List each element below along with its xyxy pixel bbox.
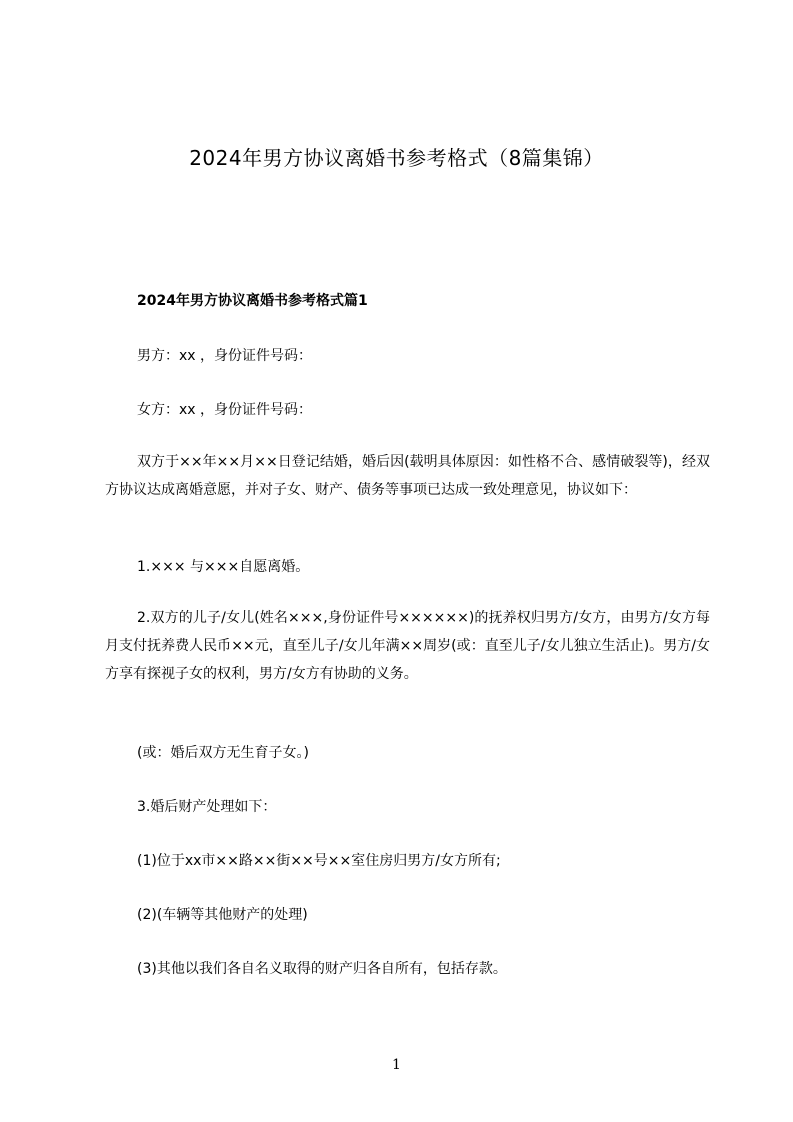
- marriage-paragraph: 双方于××年××月××日登记结婚，婚后因(载明具体原因：如性格不合、感情破裂等)，经双方协议达成离婚意愿，并对子女、财产、债务等事项已达成一致处理意见，协议如下：: [105, 454, 710, 498]
- clause-2-custody: 2.双方的儿子/女儿(姓名×××,身份证件号××××××)的抚养权归男方/女方，由男方/女方每月支付抚养费人民币××元，直至儿子/女儿年满××周岁(或：直至儿子/女儿独立生活止)。男方/女方享有探视子女的权利，男方/女方有协助的义务。: [105, 610, 710, 682]
- section-heading: 2024年男方协议离婚书参考格式篇1: [137, 293, 368, 309]
- clause-3-item-2: (2)(车辆等其他财产的处理): [137, 907, 308, 923]
- clause-3-heading: 3.婚后财产处理如下：: [137, 799, 277, 815]
- man-id-line: 男方：xx ，身份证件号码：: [137, 348, 313, 364]
- page-number: 1: [392, 1057, 401, 1073]
- clause-1: 1.××× 与×××自愿离婚。: [137, 559, 310, 575]
- clause-3-item-3: (3)其他以我们各自名义取得的财产归各自所有，包括存款。: [137, 961, 507, 977]
- document-title: 2024年男方协议离婚书参考格式（8篇集锦）: [189, 146, 604, 170]
- woman-id-line: 女方：xx ，身份证件号码：: [137, 402, 313, 418]
- clause-2-alternative: (或：婚后双方无生育子女。): [137, 745, 309, 761]
- clause-3-item-1: (1)位于xx市××路××街××号××室住房归男方/女方所有;: [137, 853, 501, 869]
